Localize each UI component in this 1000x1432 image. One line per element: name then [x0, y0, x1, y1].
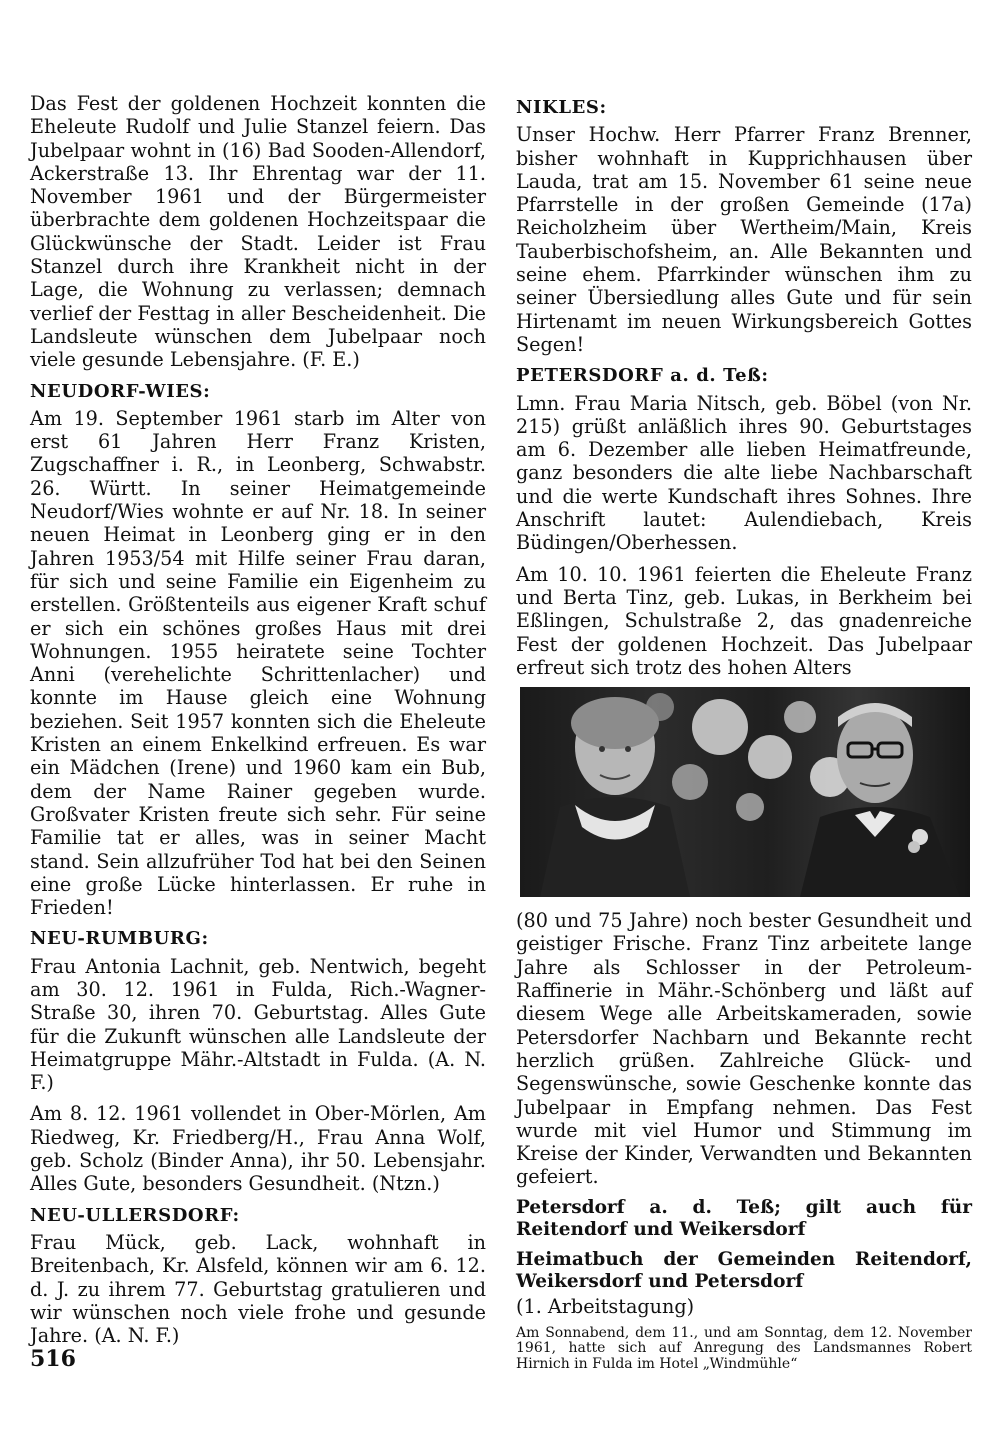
- right-column: [516, 92, 972, 1380]
- section-heading-neu-ullersdorf: NEU-ULLERSDORF:: [30, 1204, 240, 1226]
- section-heading-nikles: NIKLES:: [516, 97, 607, 118]
- petersdorf-paragraph-3: (80 und 75 Jahre) noch bester Gesundheit und geistiger Frische. Franz Tinz arbeitete lange Jahre als Schlosser in der Petroleum-Raffinerie in Mähr.-Schönberg und läßt auf diesem Wege alle Arbeitskameraden, sowie Petersdorfer Nachbarn und Bekannte recht herzlich grüßen. Zahlreiche Glück- und Segenswünsche, sowie Geschenke konnte das Jubelpaar in Empfang nehmen. Das Fest wurde mit viel Humor und Stimmung im Kreise der Kinder, Verwandten und Bekannten gefeiert.: [516, 909, 972, 1189]
- left-column: [30, 92, 486, 1355]
- intro-paragraph: Das Fest der goldenen Hochzeit konnten die Eheleute Rudolf und Julie Stanzel feiern. Das Jubelpaar wohnt in (16) Bad Sooden-Allendorf, Ackerstraße 13. Ihr Ehrentag war der 11. November 1961 und der Bürgermeister überbrachte dem goldenen Hochzeitspaar die Glückwünsche der Stadt. Leider ist Frau Stanzel durch ihre Krankheit nicht in der Lage, die Wohnung zu verlassen; demnach verlief der Festtag in aller Bescheidenheit. Die Landsleute wünschen dem Jubelpaar noch viele gesunde Lebensjahre. (F. E.): [30, 92, 486, 372]
- neu-ullersdorf-paragraph: Frau Mück, geb. Lack, wohnhaft in Breitenbach, Kr. Alsfeld, können wir am 6. 12. d. J. zu ihrem 77. Geburtstag gratulieren und wir wünschen noch viele frohe und gesunde Jahre. (A. N. F.): [30, 1230, 486, 1348]
- petersdorf-paragraph-1: Lmn. Frau Maria Nitsch, geb. Böbel (von Nr. 215) grüßt anläßlich ihres 90. Geburtstages am 6. Dezember alle lieben Heimatfreunde, ganz besonders die alte liebe Nachbarschaft und die werte Kundschaft ihres Sohnes. Ihre Anschrift lautet: Aulendiebach, Kreis Büdingen/Oberhessen.: [516, 391, 972, 555]
- section-heading-neudorf-wies: NEUDORF-WIES:: [30, 380, 211, 402]
- section-heading-neu-rumburg: NEU-RUMBURG:: [30, 928, 209, 950]
- neu-rumburg-paragraph-1: Frau Antonia Lachnit, geb. Nentwich, begeht am 30. 12. 1961 in Fulda, Rich.-Wagner-Straße 30, ihren 70. Geburtstag. Alles Gute für die Zukunft wünschen alle Landsleute der Heimatgruppe Mähr.-Altstadt in Fulda. (A. N. F.): [30, 954, 486, 1095]
- heading-heimatbuch: Heimatbuch der Gemeinden Reitendorf, Weikersdorf und Petersdorf: [516, 1248, 972, 1292]
- photo-couple-icon: [520, 687, 970, 897]
- nikles-paragraph: Unser Hochw. Herr Pfarrer Franz Brenner, bisher wohnhaft in Kupprichhausen über Lauda, trat am 15. November 61 seine neue Pfarrstelle in der großen Gemeinde (17a) Reicholzheim über Wertheim/Main, Kreis Tauberbischofsheim, an. Alle Bekannten und seine ehem. Pfarrkinder wünschen ihm zu seiner Übersiedlung alles Gute und für sein Hirtenamt im neuen Wirkungsbereich Gottes Segen!: [516, 123, 972, 356]
- section-heading-petersdorf: PETERSDORF a. d. Teß:: [516, 365, 769, 387]
- subheading-arbeitstagung: (1. Arbeitstagung): [516, 1294, 695, 1318]
- neudorf-wies-paragraph: Am 19. September 1961 starb im Alter von erst 61 Jahren Herr Franz Kristen, Zugschaffner i. R., in Leonberg, Schwabstr. 26. Württ. In seiner Heimatgemeinde Neudorf/Wies wohnte er auf Nr. 18. In seiner neuen Heimat in Leonberg ging er in den Jahren 1953/54 mit Hilfe seiner Frau daran, für sich und seine Familie ein Eigenheim zu erstellen. Größtenteils aus eigener Kraft schuf er sich ein schönes großes Haus mit drei Wohnungen. 1955 heiratete seine Tochter Anni (verehelichte Schrittenlacher) und konnte im Hause gleich eine Wohnung beziehen. Seit 1957 konnten sich die Eheleute Kristen an einem Enkelkind erfreuen. Es war ein Mädchen (Irene) und 1960 kam ein Bub, dem der Name Rainer gegeben wurde. Großvater Kristen freute sich sehr. Für seine Familie tat er alles, was in seiner Macht stand. Sein allzufrüher Tod hat bei den Seinen eine große Lücke hinterlassen. Er ruhe in Frieden!: [30, 406, 486, 920]
- small-print-paragraph: Am Sonnabend, dem 11., und am Sonntag, dem 12. November 1961, hatte sich auf Anregung des Landsmannes Robert Hirnich in Fulda im Hotel „Windmühle“: [516, 1324, 972, 1372]
- page-number: 516: [30, 1346, 76, 1372]
- petersdorf-paragraph-2: Am 10. 10. 1961 feierten die Eheleute Franz und Berta Tinz, geb. Lukas, in Berkheim bei Eßlingen, Schulstraße 2, das gnadenreiche Fest der goldenen Hochzeit. Das Jubelpaar erfreut sich trotz des hohen Alters: [516, 562, 972, 679]
- photo-illustration: [520, 687, 970, 897]
- neu-rumburg-paragraph-2: Am 8. 12. 1961 vollendet in Ober-Mörlen, Am Riedweg, Kr. Friedberg/H., Frau Anna Wolf, geb. Scholz (Binder Anna), ihr 50. Lebensjahr. Alles Gute, besonders Gesundheit. (Ntzn.): [30, 1102, 486, 1196]
- heading-reitendorf-weikersdorf: Petersdorf a. d. Teß; gilt auch für Reitendorf und Weikersdorf: [516, 1196, 972, 1240]
